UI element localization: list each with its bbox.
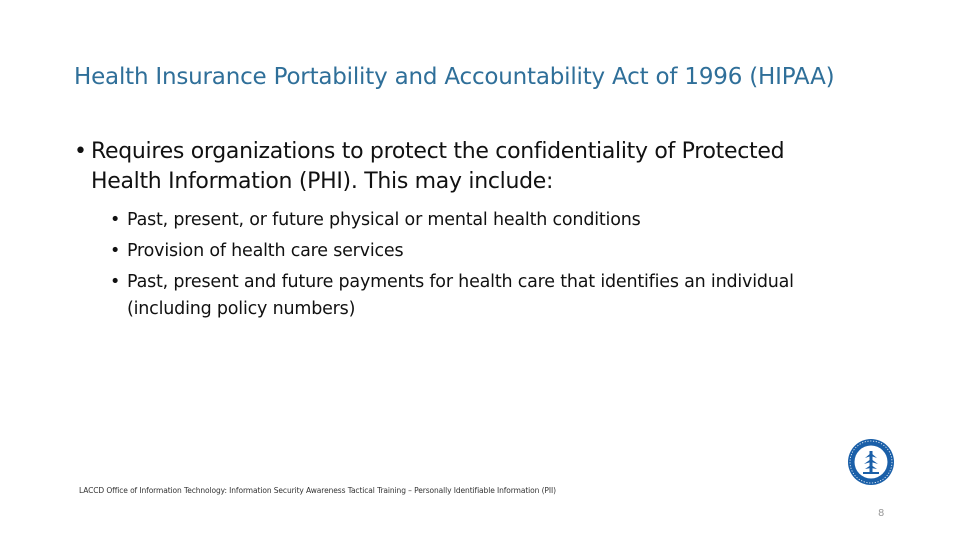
sub-bullet-list (110, 207, 904, 323)
bullet-dot-icon: • (74, 139, 87, 164)
sub-bullet-text: Provision of health care services (127, 241, 404, 261)
bullet-text-line1: Requires organizations to protect the confidentiality of Protected (91, 139, 785, 164)
sub-bullet-item (110, 269, 904, 323)
slide-content (74, 137, 904, 328)
bullet-level1 (74, 137, 904, 197)
laccd-seal-icon (846, 437, 896, 487)
sub-bullet-text-line2: (including policy numbers) (127, 299, 356, 319)
sub-bullet-item (110, 238, 904, 264)
slide-footer: LACCD Office of Information Technology: Information Security Awareness Tactical Training – Personally Identifiable Information (PII) (79, 486, 556, 495)
page-number: 8 (878, 508, 885, 519)
bullet-dot-icon: • (110, 210, 121, 230)
sub-bullet-item (110, 207, 904, 233)
bullet-dot-icon: • (110, 272, 121, 292)
sub-bullet-text-line1: Past, present and future payments for health care that identifies an individual (127, 272, 794, 292)
slide-title: Health Insurance Portability and Accountability Act of 1996 (HIPAA) (74, 64, 835, 90)
bullet-dot-icon: • (110, 241, 121, 261)
sub-bullet-text: Past, present, or future physical or mental health conditions (127, 210, 641, 230)
bullet-text-line2: Health Information (PHI). This may include: (91, 169, 554, 194)
